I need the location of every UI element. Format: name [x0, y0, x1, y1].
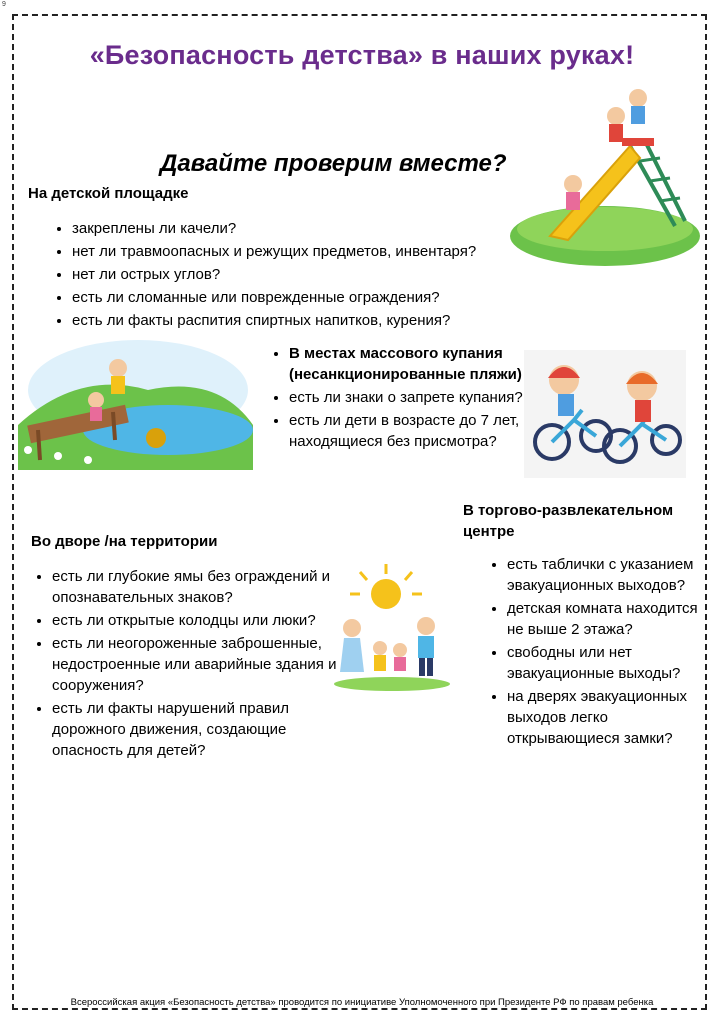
list-item: • есть ли факты распития спиртных напитков, курения? — [72, 310, 542, 331]
yard-list — [30, 566, 342, 763]
beaches-list — [267, 343, 549, 454]
mall-list — [485, 554, 717, 751]
list-item: • нет ли травмоопасных и режущих предметов, инвентаря? — [72, 241, 542, 262]
kids-bicycles-illustration — [524, 350, 686, 478]
page-title: «Безопасность детства» в наших руках! — [89, 40, 635, 70]
sun-family-illustration — [330, 562, 450, 692]
beaches-heading: • В местах массового купания (несанкционированные пляжи) — [289, 343, 549, 385]
pond-kids-illustration — [18, 330, 258, 470]
list-item: • есть ли знаки о запрете купания? — [289, 387, 549, 408]
page-subtitle: Давайте проверим вместе? — [160, 150, 507, 177]
mall-heading: В торгово-развлекательном центре — [463, 502, 674, 540]
list-item: • есть ли сломанные или поврежденные ограждения? — [72, 287, 542, 308]
list-item: • свободны или нет эвакуационные выходы? — [507, 642, 717, 684]
list-item: • есть ли факты нарушений правил дорожного движения, создающие опасность для детей? — [52, 698, 342, 761]
list-item: • закреплены ли качели? — [72, 218, 542, 239]
list-item: • есть ли неогороженные заброшенные, недостроенные или аварийные здания и сооружения? — [52, 633, 342, 696]
yard-heading: Во дворе /на территории — [31, 533, 218, 550]
list-item: • детская комната находится не выше 2 этажа? — [507, 598, 717, 640]
list-item: • на дверях эвакуационных выходов легко открывающиеся замки? — [507, 686, 717, 749]
page-corner-mark: 9 — [2, 1, 6, 8]
playground-heading: На детской площадке — [28, 185, 189, 202]
list-item: • есть ли дети в возрасте до 7 лет, находящиеся без присмотра? — [289, 410, 549, 452]
list-item: • есть таблички с указанием эвакуационных выходов? — [507, 554, 717, 596]
playground-list — [50, 218, 542, 333]
list-item: • нет ли острых углов? — [72, 264, 542, 285]
footer-note: Всероссийская акция «Безопасность детства» проводится по инициативе Уполномоченного при Президенте РФ по правам ребенка — [70, 997, 654, 1008]
list-item: • есть ли глубокие ямы без ограждений и опознавательных знаков? — [52, 566, 342, 608]
list-item: • есть ли открытые колодцы или люки? — [52, 610, 342, 631]
